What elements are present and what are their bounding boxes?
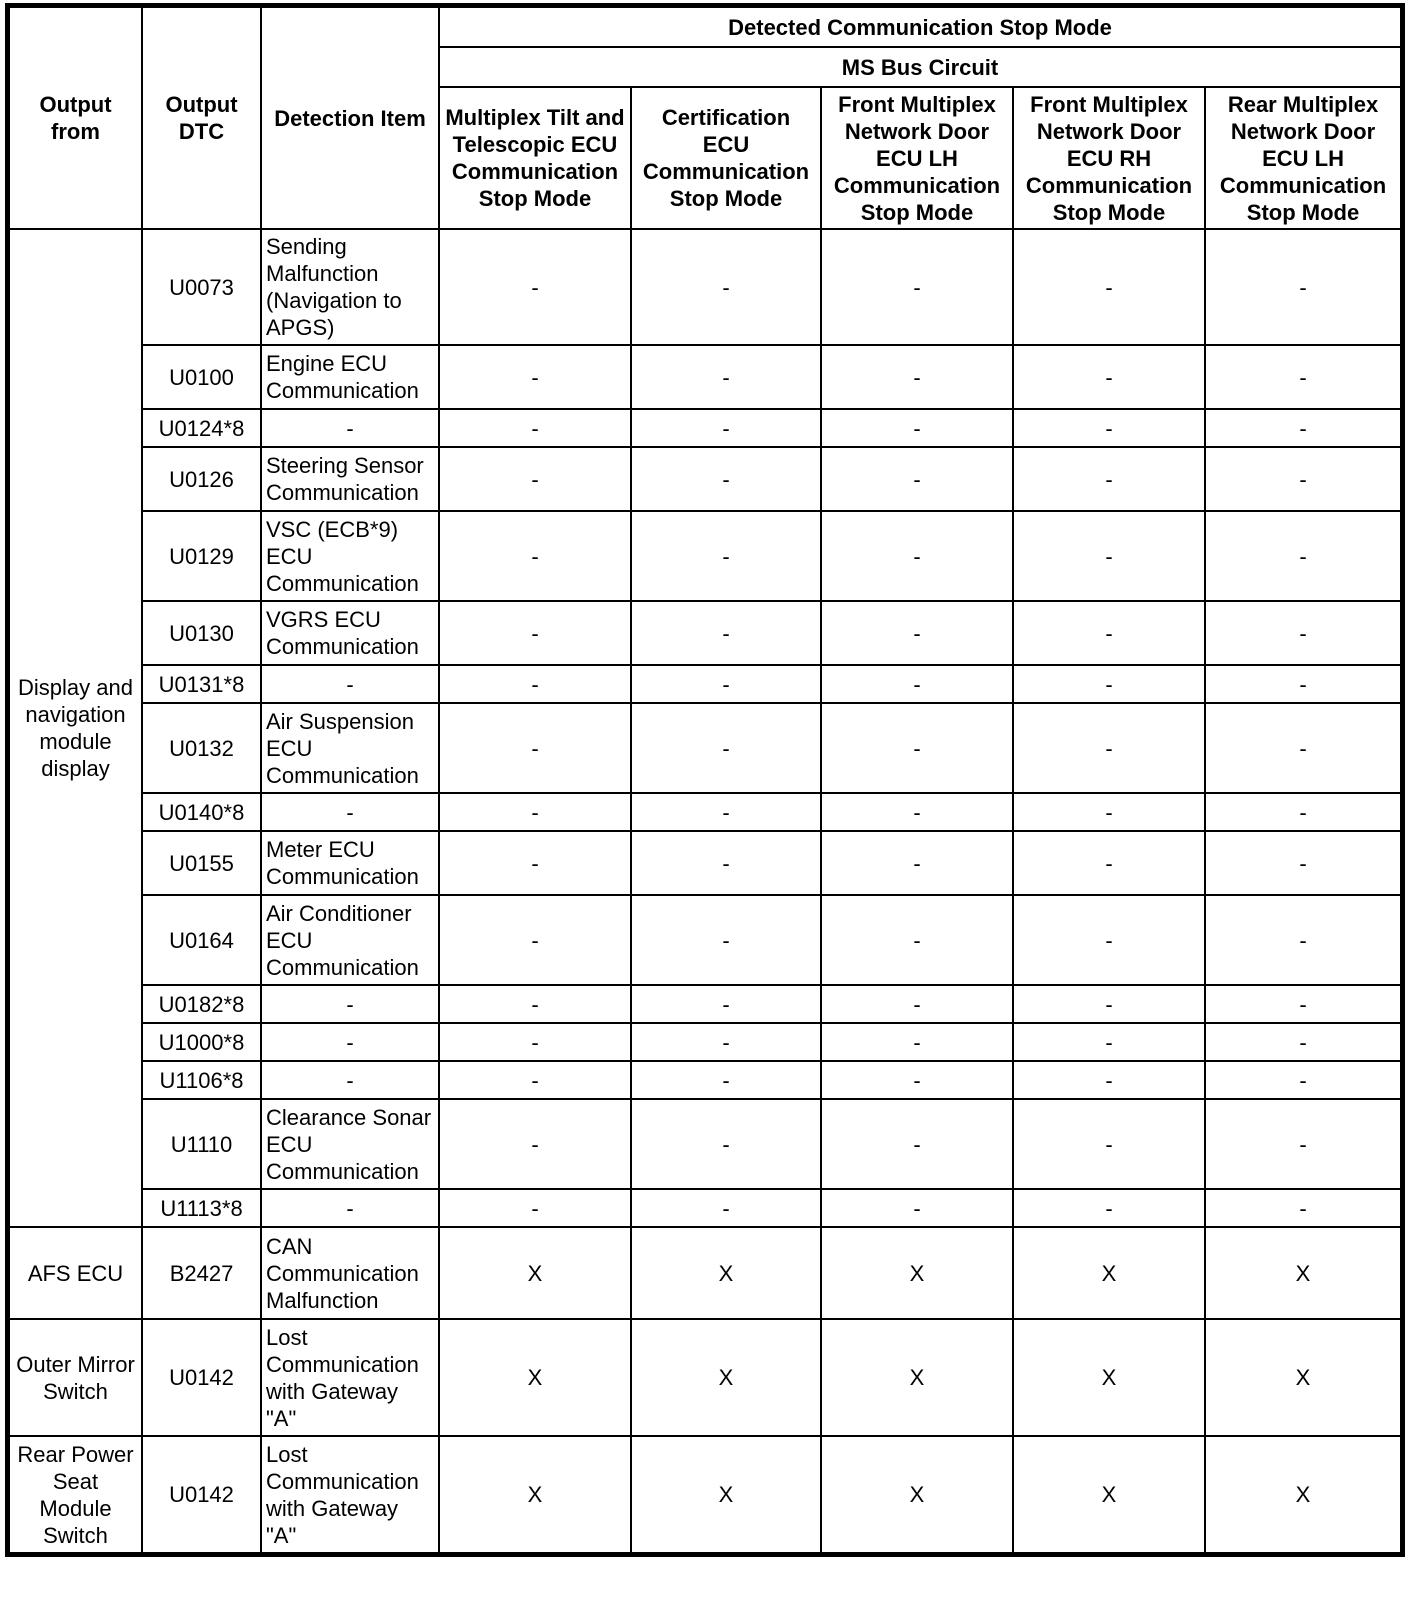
stop-mode-mark: X bbox=[1101, 1482, 1117, 1507]
table-row bbox=[9, 1023, 1401, 1061]
output-dtc-cell: U0126 bbox=[142, 447, 261, 511]
output-dtc-cell: U0100 bbox=[142, 345, 261, 409]
stop-mode-mark: - bbox=[1299, 991, 1307, 1017]
table-body bbox=[9, 229, 1401, 1553]
table-row bbox=[9, 703, 1401, 793]
stop-mode-mark: - bbox=[1299, 543, 1307, 569]
stop-mode-cell bbox=[1013, 665, 1205, 703]
detection-item-cell: Lost Communication with Gateway "A" bbox=[261, 1436, 439, 1553]
output-dtc-cell: U0182*8 bbox=[142, 985, 261, 1023]
stop-mode-mark: - bbox=[913, 620, 921, 646]
stop-mode-mark: - bbox=[722, 415, 730, 441]
stop-mode-mark: - bbox=[913, 1029, 921, 1055]
stop-mode-cell bbox=[439, 1227, 631, 1319]
stop-mode-cell bbox=[1013, 345, 1205, 409]
stop-mode-cell bbox=[1205, 409, 1401, 447]
stop-mode-mark: - bbox=[1299, 364, 1307, 390]
stop-mode-mark: X bbox=[527, 1482, 543, 1507]
stop-mode-cell bbox=[1205, 1061, 1401, 1099]
stop-mode-cell bbox=[439, 703, 631, 793]
detection-item-cell: Lost Communication with Gateway "A" bbox=[261, 1319, 439, 1436]
stop-mode-cell bbox=[1205, 831, 1401, 895]
stop-mode-mark: - bbox=[531, 671, 539, 697]
header-column-2: Certification ECU Communication Stop Mode bbox=[631, 87, 821, 229]
stop-mode-cell bbox=[439, 895, 631, 985]
stop-mode-cell bbox=[821, 1189, 1013, 1227]
stop-mode-mark: - bbox=[913, 735, 921, 761]
detection-item-cell: VSC (ECB*9) ECU Communication bbox=[261, 511, 439, 601]
header-column-4: Front Multiplex Network Door ECU RH Communication Stop Mode bbox=[1013, 87, 1205, 229]
stop-mode-mark: - bbox=[722, 543, 730, 569]
table-row bbox=[9, 601, 1401, 665]
dtc-table-sheet bbox=[8, 6, 1402, 1554]
output-dtc-cell: U1106*8 bbox=[142, 1061, 261, 1099]
stop-mode-mark: X bbox=[1101, 1260, 1117, 1286]
stop-mode-mark: - bbox=[722, 671, 730, 697]
stop-mode-cell bbox=[439, 1061, 631, 1099]
stop-mode-cell bbox=[1205, 1227, 1401, 1319]
detection-item-cell: - bbox=[261, 985, 439, 1023]
stop-mode-cell bbox=[821, 1319, 1013, 1436]
stop-mode-cell bbox=[439, 665, 631, 703]
stop-mode-mark: - bbox=[1105, 1067, 1113, 1093]
stop-mode-cell bbox=[439, 1099, 631, 1189]
output-dtc-cell: U0124*8 bbox=[142, 409, 261, 447]
table-row bbox=[9, 793, 1401, 831]
stop-mode-cell bbox=[1205, 511, 1401, 601]
table-row bbox=[9, 229, 1401, 345]
stop-mode-cell bbox=[439, 831, 631, 895]
header-output-dtc: Output DTC bbox=[142, 7, 261, 229]
stop-mode-cell bbox=[1013, 511, 1205, 601]
header-column-1: Multiplex Tilt and Telescopic ECU Communication Stop Mode bbox=[439, 87, 631, 229]
stop-mode-mark: - bbox=[722, 850, 730, 876]
stop-mode-cell bbox=[1013, 703, 1205, 793]
stop-mode-cell bbox=[1013, 1061, 1205, 1099]
stop-mode-mark: - bbox=[722, 466, 730, 492]
stop-mode-cell bbox=[631, 229, 821, 345]
stop-mode-cell bbox=[1205, 345, 1401, 409]
stop-mode-mark: - bbox=[722, 799, 730, 825]
stop-mode-cell bbox=[631, 985, 821, 1023]
stop-mode-mark: - bbox=[913, 1195, 921, 1221]
stop-mode-cell bbox=[439, 1319, 631, 1436]
table-row bbox=[9, 1227, 1401, 1319]
stop-mode-cell bbox=[821, 1061, 1013, 1099]
stop-mode-cell bbox=[1205, 703, 1401, 793]
stop-mode-mark: - bbox=[913, 1131, 921, 1157]
stop-mode-mark: X bbox=[527, 1260, 543, 1286]
table-row bbox=[9, 831, 1401, 895]
stop-mode-cell bbox=[439, 793, 631, 831]
stop-mode-mark: - bbox=[722, 991, 730, 1017]
output-dtc-cell: U1113*8 bbox=[142, 1189, 261, 1227]
output-dtc-cell: U0142 bbox=[142, 1319, 261, 1436]
stop-mode-mark: - bbox=[1299, 1029, 1307, 1055]
stop-mode-mark: X bbox=[909, 1482, 925, 1507]
stop-mode-mark: - bbox=[913, 364, 921, 390]
detection-item-cell: VGRS ECU Communication bbox=[261, 601, 439, 665]
output-dtc-cell: U0140*8 bbox=[142, 793, 261, 831]
stop-mode-mark: - bbox=[531, 466, 539, 492]
stop-mode-mark: - bbox=[722, 735, 730, 761]
output-from-cell: Display and navigation module display bbox=[9, 229, 142, 1227]
detection-item-cell: Air Suspension ECU Communication bbox=[261, 703, 439, 793]
stop-mode-mark: - bbox=[913, 1067, 921, 1093]
stop-mode-mark: - bbox=[531, 620, 539, 646]
stop-mode-cell bbox=[1013, 229, 1205, 345]
stop-mode-mark: - bbox=[913, 991, 921, 1017]
stop-mode-cell bbox=[821, 895, 1013, 985]
output-from-cell: AFS ECU bbox=[9, 1227, 142, 1319]
stop-mode-cell bbox=[1205, 229, 1401, 345]
stop-mode-cell bbox=[1013, 831, 1205, 895]
table-row bbox=[9, 665, 1401, 703]
stop-mode-cell bbox=[1205, 1319, 1401, 1436]
stop-mode-cell bbox=[631, 601, 821, 665]
detection-item-cell: Meter ECU Communication bbox=[261, 831, 439, 895]
stop-mode-cell bbox=[821, 831, 1013, 895]
stop-mode-cell bbox=[821, 229, 1013, 345]
stop-mode-mark: - bbox=[913, 415, 921, 441]
table-header bbox=[9, 7, 1401, 229]
output-dtc-cell: U0130 bbox=[142, 601, 261, 665]
stop-mode-mark: - bbox=[913, 466, 921, 492]
header-output-from: Output from bbox=[9, 7, 142, 229]
stop-mode-cell bbox=[821, 1436, 1013, 1553]
stop-mode-cell bbox=[439, 511, 631, 601]
detection-item-cell: - bbox=[261, 793, 439, 831]
table-row bbox=[9, 1436, 1401, 1553]
stop-mode-cell bbox=[439, 345, 631, 409]
stop-mode-cell bbox=[631, 895, 821, 985]
stop-mode-cell bbox=[439, 409, 631, 447]
stop-mode-cell bbox=[1205, 1436, 1401, 1553]
stop-mode-cell bbox=[439, 1023, 631, 1061]
stop-mode-mark: - bbox=[913, 274, 921, 300]
table-row bbox=[9, 1189, 1401, 1227]
header-column-5: Rear Multiplex Network Door ECU LH Communication Stop Mode bbox=[1205, 87, 1401, 229]
stop-mode-mark: - bbox=[1299, 274, 1307, 300]
stop-mode-mark: - bbox=[531, 991, 539, 1017]
detection-item-cell: Clearance Sonar ECU Communication bbox=[261, 1099, 439, 1189]
detection-item-cell: - bbox=[261, 1189, 439, 1227]
stop-mode-cell bbox=[1013, 1227, 1205, 1319]
stop-mode-cell bbox=[821, 601, 1013, 665]
stop-mode-cell bbox=[1205, 793, 1401, 831]
stop-mode-mark: - bbox=[1105, 543, 1113, 569]
stop-mode-mark: - bbox=[531, 735, 539, 761]
stop-mode-mark: - bbox=[531, 1195, 539, 1221]
stop-mode-mark: - bbox=[531, 927, 539, 953]
stop-mode-mark: X bbox=[718, 1260, 734, 1286]
stop-mode-mark: - bbox=[1105, 927, 1113, 953]
stop-mode-cell bbox=[821, 1023, 1013, 1061]
stop-mode-cell bbox=[1013, 985, 1205, 1023]
stop-mode-cell bbox=[631, 1189, 821, 1227]
stop-mode-cell bbox=[439, 985, 631, 1023]
table-row bbox=[9, 1319, 1401, 1436]
stop-mode-mark: - bbox=[1105, 1131, 1113, 1157]
stop-mode-mark: - bbox=[1105, 415, 1113, 441]
table-row bbox=[9, 345, 1401, 409]
stop-mode-mark: - bbox=[913, 850, 921, 876]
output-dtc-cell: U0132 bbox=[142, 703, 261, 793]
stop-mode-cell bbox=[1205, 985, 1401, 1023]
header-detection-item: Detection Item bbox=[261, 7, 439, 229]
stop-mode-cell bbox=[631, 1023, 821, 1061]
detection-item-cell: - bbox=[261, 409, 439, 447]
stop-mode-mark: - bbox=[531, 1067, 539, 1093]
output-dtc-cell: U0131*8 bbox=[142, 665, 261, 703]
stop-mode-mark: - bbox=[531, 274, 539, 300]
stop-mode-cell bbox=[631, 1436, 821, 1553]
stop-mode-cell bbox=[1013, 447, 1205, 511]
stop-mode-mark: - bbox=[722, 364, 730, 390]
stop-mode-mark: X bbox=[527, 1365, 543, 1390]
stop-mode-mark: X bbox=[1101, 1365, 1117, 1390]
stop-mode-cell bbox=[821, 985, 1013, 1023]
stop-mode-cell bbox=[1205, 1189, 1401, 1227]
stop-mode-mark: - bbox=[1299, 620, 1307, 646]
stop-mode-cell bbox=[821, 1099, 1013, 1189]
stop-mode-cell bbox=[439, 601, 631, 665]
stop-mode-mark: - bbox=[531, 364, 539, 390]
stop-mode-cell bbox=[631, 511, 821, 601]
detection-item-cell: Air Conditioner ECU Communication bbox=[261, 895, 439, 985]
stop-mode-cell bbox=[821, 793, 1013, 831]
stop-mode-cell bbox=[1013, 1319, 1205, 1436]
detection-item-cell: CAN Communication Malfunction bbox=[261, 1227, 439, 1319]
stop-mode-cell bbox=[439, 1436, 631, 1553]
header-subgroup-title: MS Bus Circuit bbox=[439, 47, 1401, 87]
stop-mode-cell bbox=[821, 345, 1013, 409]
output-dtc-cell: U1000*8 bbox=[142, 1023, 261, 1061]
stop-mode-mark: - bbox=[1299, 850, 1307, 876]
stop-mode-mark: - bbox=[531, 1131, 539, 1157]
stop-mode-mark: - bbox=[1105, 991, 1113, 1017]
table-row bbox=[9, 409, 1401, 447]
stop-mode-mark: - bbox=[722, 274, 730, 300]
stop-mode-cell bbox=[631, 831, 821, 895]
output-dtc-cell: B2427 bbox=[142, 1227, 261, 1319]
table-row bbox=[9, 1061, 1401, 1099]
stop-mode-cell bbox=[821, 665, 1013, 703]
header-column-3: Front Multiplex Network Door ECU LH Communication Stop Mode bbox=[821, 87, 1013, 229]
detection-item-cell: - bbox=[261, 1023, 439, 1061]
stop-mode-mark: - bbox=[1299, 735, 1307, 761]
stop-mode-cell bbox=[631, 793, 821, 831]
stop-mode-cell bbox=[1013, 1099, 1205, 1189]
table-row bbox=[9, 895, 1401, 985]
stop-mode-mark: - bbox=[1105, 1029, 1113, 1055]
stop-mode-mark: X bbox=[718, 1365, 734, 1390]
stop-mode-cell bbox=[821, 409, 1013, 447]
stop-mode-mark: - bbox=[1105, 364, 1113, 390]
stop-mode-cell bbox=[1205, 601, 1401, 665]
detection-item-cell: Sending Malfunction (Navigation to APGS) bbox=[261, 229, 439, 345]
table-row bbox=[9, 1099, 1401, 1189]
stop-mode-mark: - bbox=[531, 799, 539, 825]
stop-mode-cell bbox=[1205, 1023, 1401, 1061]
stop-mode-mark: - bbox=[722, 1131, 730, 1157]
stop-mode-mark: - bbox=[722, 927, 730, 953]
detection-item-cell: - bbox=[261, 1061, 439, 1099]
stop-mode-cell bbox=[631, 1319, 821, 1436]
stop-mode-cell bbox=[1013, 895, 1205, 985]
stop-mode-mark: - bbox=[1105, 671, 1113, 697]
stop-mode-mark: - bbox=[1299, 671, 1307, 697]
stop-mode-mark: - bbox=[1105, 850, 1113, 876]
stop-mode-mark: - bbox=[722, 1029, 730, 1055]
stop-mode-cell bbox=[821, 1227, 1013, 1319]
detection-item-cell: - bbox=[261, 665, 439, 703]
stop-mode-cell bbox=[631, 703, 821, 793]
stop-mode-cell bbox=[1013, 1023, 1205, 1061]
stop-mode-mark: - bbox=[531, 543, 539, 569]
stop-mode-cell bbox=[631, 665, 821, 703]
stop-mode-mark: - bbox=[1299, 1067, 1307, 1093]
stop-mode-mark: - bbox=[1299, 1131, 1307, 1157]
stop-mode-cell bbox=[631, 447, 821, 511]
stop-mode-mark: - bbox=[1299, 466, 1307, 492]
detection-item-cell: Engine ECU Communication bbox=[261, 345, 439, 409]
stop-mode-mark: - bbox=[1299, 415, 1307, 441]
stop-mode-mark: X bbox=[1295, 1482, 1311, 1507]
stop-mode-mark: - bbox=[913, 799, 921, 825]
stop-mode-cell bbox=[1013, 1436, 1205, 1553]
stop-mode-cell bbox=[439, 1189, 631, 1227]
stop-mode-mark: - bbox=[1299, 927, 1307, 953]
stop-mode-cell bbox=[1205, 895, 1401, 985]
output-dtc-cell: U0164 bbox=[142, 895, 261, 985]
stop-mode-mark: - bbox=[1105, 466, 1113, 492]
stop-mode-cell bbox=[1205, 665, 1401, 703]
stop-mode-mark: - bbox=[531, 1029, 539, 1055]
stop-mode-cell bbox=[1205, 447, 1401, 511]
table-row bbox=[9, 447, 1401, 511]
stop-mode-mark: X bbox=[909, 1260, 925, 1286]
stop-mode-cell bbox=[439, 229, 631, 345]
stop-mode-mark: - bbox=[1105, 799, 1113, 825]
stop-mode-mark: - bbox=[531, 415, 539, 441]
stop-mode-mark: - bbox=[1105, 274, 1113, 300]
output-dtc-cell: U1110 bbox=[142, 1099, 261, 1189]
stop-mode-mark: - bbox=[722, 1195, 730, 1221]
output-dtc-cell: U0142 bbox=[142, 1436, 261, 1553]
stop-mode-mark: - bbox=[722, 620, 730, 646]
stop-mode-cell bbox=[631, 1099, 821, 1189]
stop-mode-mark: X bbox=[1295, 1365, 1311, 1390]
stop-mode-mark: - bbox=[913, 927, 921, 953]
output-dtc-cell: U0129 bbox=[142, 511, 261, 601]
output-dtc-cell: U0155 bbox=[142, 831, 261, 895]
stop-mode-cell bbox=[821, 447, 1013, 511]
stop-mode-cell bbox=[631, 345, 821, 409]
stop-mode-cell bbox=[821, 703, 1013, 793]
stop-mode-cell bbox=[1013, 1189, 1205, 1227]
stop-mode-mark: - bbox=[722, 1067, 730, 1093]
stop-mode-mark: - bbox=[531, 850, 539, 876]
detection-item-cell: Steering Sensor Communication bbox=[261, 447, 439, 511]
output-dtc-cell: U0073 bbox=[142, 229, 261, 345]
dtc-table bbox=[8, 6, 1402, 1554]
stop-mode-mark: - bbox=[1105, 1195, 1113, 1221]
stop-mode-cell bbox=[631, 1061, 821, 1099]
stop-mode-mark: - bbox=[1105, 620, 1113, 646]
output-from-cell: Outer Mirror Switch bbox=[9, 1319, 142, 1436]
stop-mode-cell bbox=[1013, 793, 1205, 831]
header-group-title: Detected Communication Stop Mode bbox=[439, 7, 1401, 47]
table-row bbox=[9, 985, 1401, 1023]
stop-mode-mark: X bbox=[718, 1482, 734, 1507]
table-row bbox=[9, 511, 1401, 601]
output-from-cell: Rear Power Seat Module Switch bbox=[9, 1436, 142, 1553]
stop-mode-cell bbox=[631, 409, 821, 447]
stop-mode-cell bbox=[439, 447, 631, 511]
stop-mode-mark: X bbox=[909, 1365, 925, 1390]
stop-mode-cell bbox=[1205, 1099, 1401, 1189]
stop-mode-mark: - bbox=[1299, 1195, 1307, 1221]
stop-mode-mark: X bbox=[1295, 1260, 1311, 1286]
stop-mode-cell bbox=[631, 1227, 821, 1319]
stop-mode-cell bbox=[821, 511, 1013, 601]
stop-mode-mark: - bbox=[1105, 735, 1113, 761]
stop-mode-mark: - bbox=[913, 543, 921, 569]
stop-mode-mark: - bbox=[1299, 799, 1307, 825]
stop-mode-mark: - bbox=[913, 671, 921, 697]
stop-mode-cell bbox=[1013, 409, 1205, 447]
stop-mode-cell bbox=[1013, 601, 1205, 665]
